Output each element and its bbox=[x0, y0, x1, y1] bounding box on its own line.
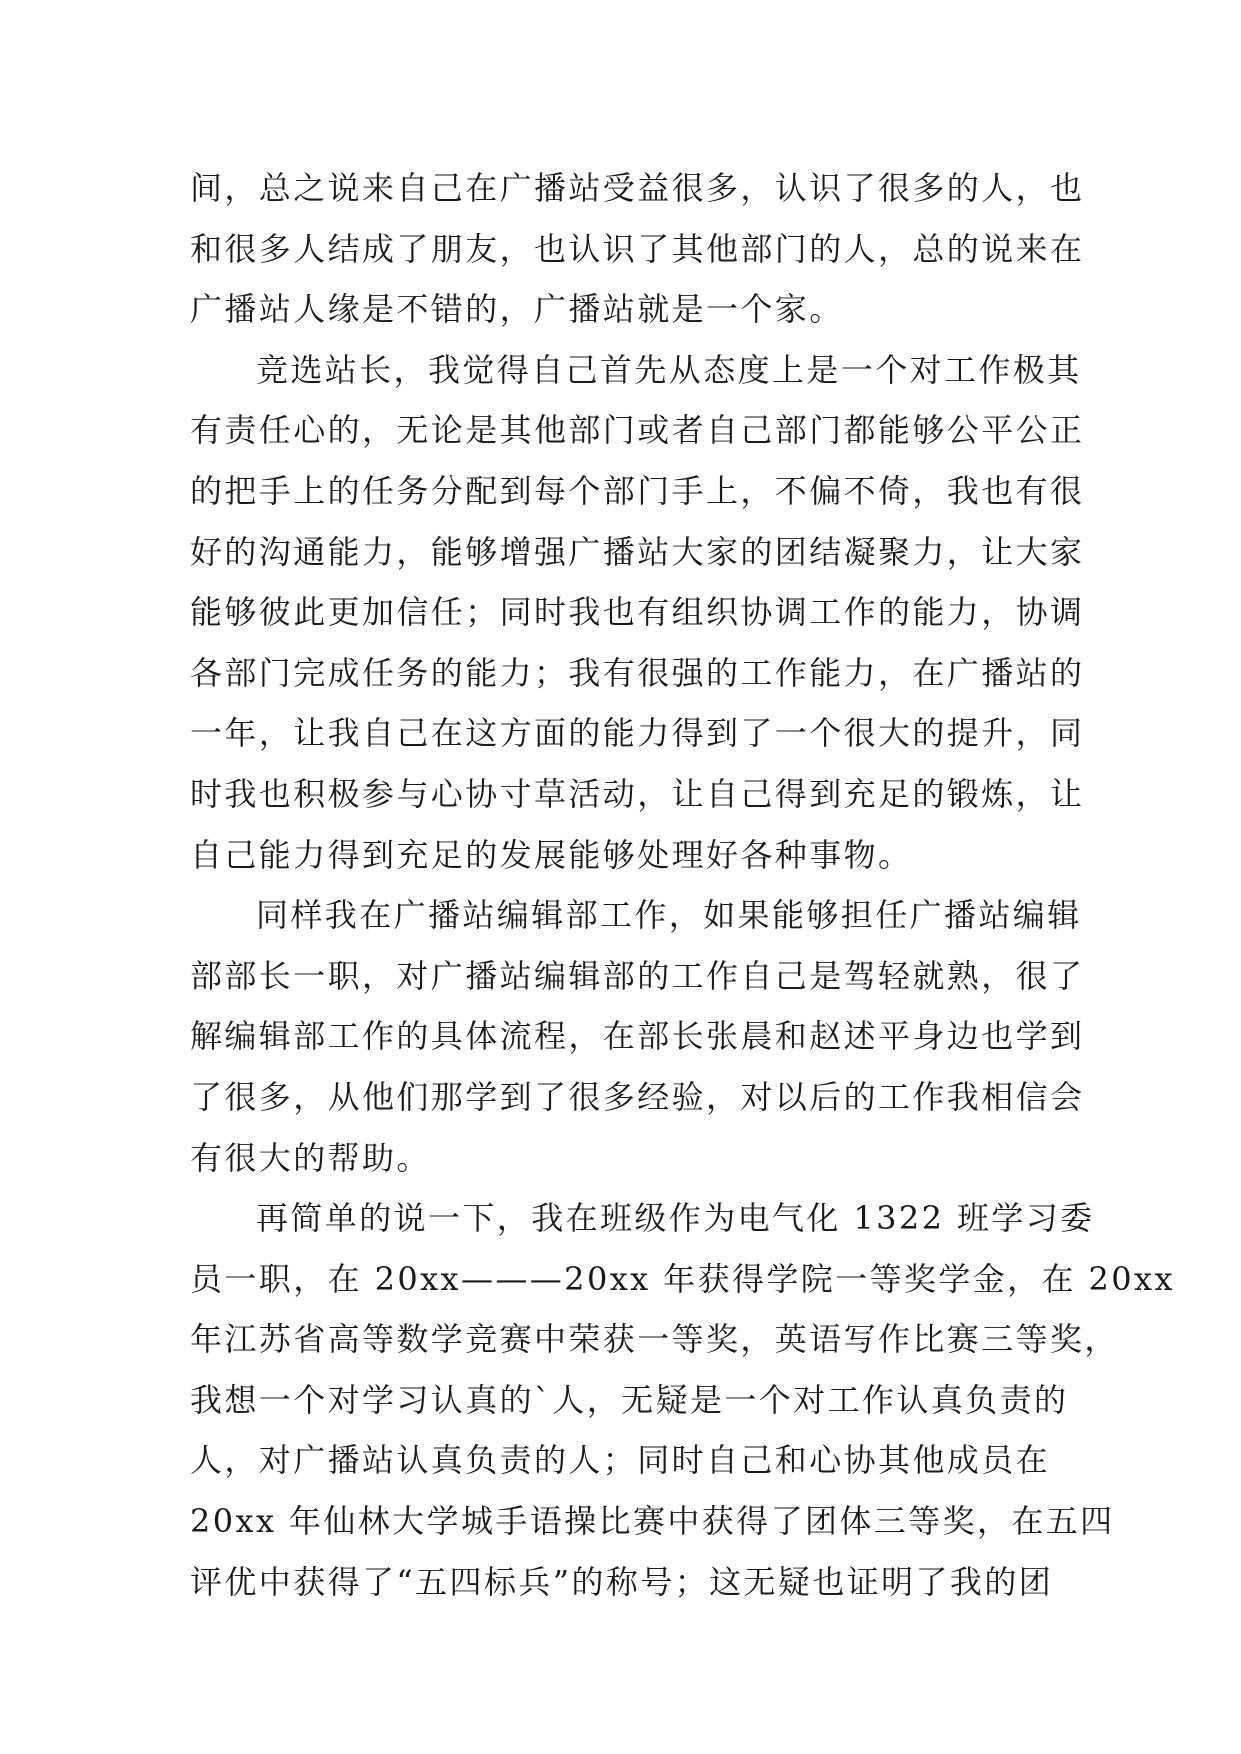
text-line: 能够彼此更加信任；同时我也有组织协调工作的能力，协调 bbox=[190, 593, 1085, 632]
text-line: 的把手上的任务分配到每个部门手上，不偏不倚，我也有很 bbox=[190, 471, 1085, 510]
text-line: 同样我在广播站编辑部工作，如果能够担任广播站编辑 bbox=[256, 896, 1082, 935]
text-line: 再简单的说一下，我在班级作为电气化 1322 班学习委 bbox=[256, 1199, 1095, 1238]
text-line: 部部长一职，对广播站编辑部的工作自己是驾轻就熟，很了 bbox=[190, 956, 1085, 995]
text-line: 我想一个对学习认真的`人，无疑是一个对工作认真负责的 bbox=[190, 1380, 1069, 1419]
body-text bbox=[190, 158, 1175, 1612]
text-line: 评优中获得了“五四标兵”的称号；这无疑也证明了我的团 bbox=[190, 1562, 1054, 1601]
text-line: 有责任心的，无论是其他部门或者自己部门都能够公平公正 bbox=[190, 411, 1085, 450]
text-line: 年江苏省高等数学竞赛中荣获一等奖，英语写作比赛三等奖， bbox=[190, 1320, 1119, 1359]
paragraph-2 bbox=[190, 340, 1085, 885]
text-line: 自己能力得到充足的发展能够处理好各种事物。 bbox=[190, 835, 913, 874]
text-line: 和很多人结成了朋友，也认识了其他部门的人，总的说来在 bbox=[190, 229, 1085, 268]
text-line: 20xx 年仙林大学城手语操比赛中获得了团体三等奖，在五四 bbox=[190, 1502, 1115, 1541]
text-line: 一年，让我自己在这方面的能力得到了一个很大的提升，同 bbox=[190, 714, 1085, 753]
text-line: 时我也积极参与心协寸草活动，让自己得到充足的锻炼，让 bbox=[190, 774, 1085, 813]
text-line: 各部门完成任务的能力；我有很强的工作能力，在广播站的 bbox=[190, 653, 1085, 692]
text-line: 好的沟通能力，能够增强广播站大家的团结凝聚力，让大家 bbox=[190, 532, 1085, 571]
text-line: 员一职，在 20xx———20xx 年获得学院一等奖学金，在 20xx bbox=[190, 1259, 1175, 1298]
paragraph-1 bbox=[190, 158, 1085, 340]
text-line: 间，总之说来自己在广播站受益很多，认识了很多的人，也 bbox=[190, 169, 1085, 207]
text-line: 广播站人缘是不错的，广播站就是一个家。 bbox=[190, 290, 844, 329]
paragraph-4 bbox=[190, 1188, 1175, 1612]
text-line: 了很多，从他们那学到了很多经验，对以后的工作我相信会 bbox=[190, 1077, 1085, 1116]
text-line: 人，对广播站认真负责的人；同时自己和心协其他成员在 bbox=[190, 1441, 1051, 1480]
text-line: 解编辑部工作的具体流程，在部长张晨和赵述平身边也学到 bbox=[190, 1017, 1085, 1056]
text-line: 竞选站长，我觉得自己首先从态度上是一个对工作极其 bbox=[256, 350, 1082, 389]
paragraph-3 bbox=[190, 885, 1085, 1188]
text-line: 有很大的帮助。 bbox=[190, 1138, 431, 1177]
